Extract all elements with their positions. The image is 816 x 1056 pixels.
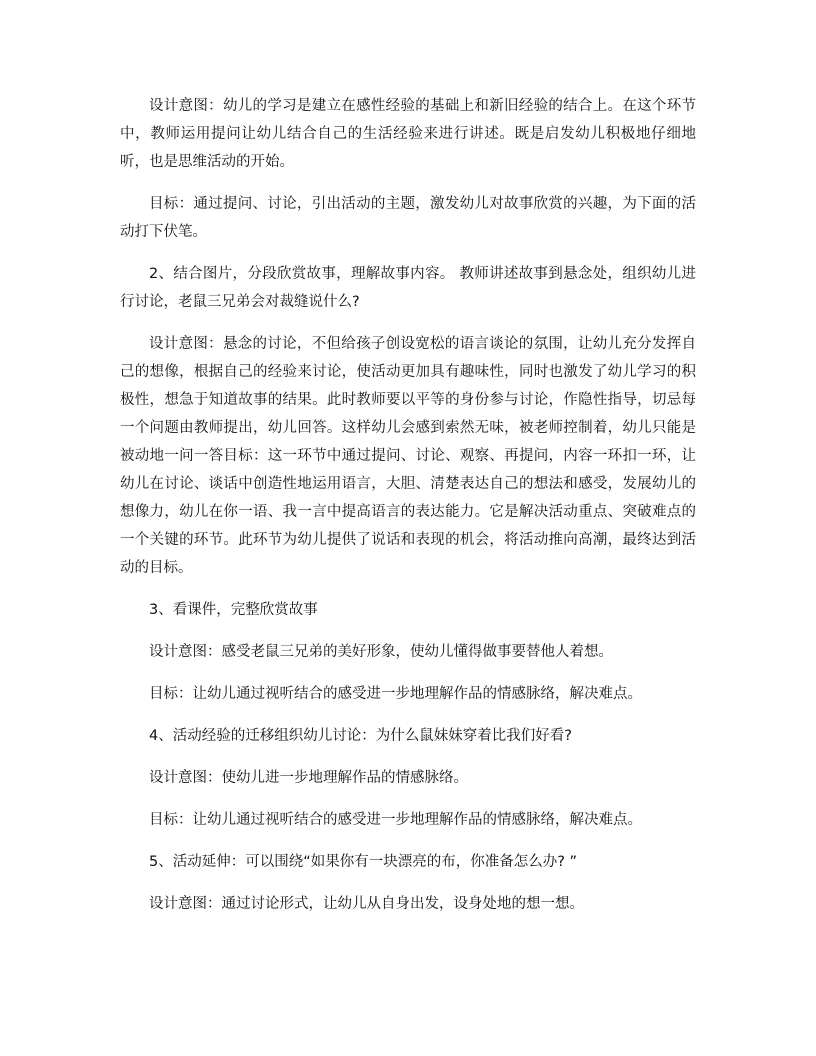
- paragraph-design-intent-3: 设计意图：感受老鼠三兄弟的美好形象，使幼儿懂得做事要替他人着想。: [149, 644, 613, 660]
- paragraph-step-5: 5、活动延伸：可以围绕“如果你有一块漂亮的布，你准备怎么办? ”: [149, 854, 578, 870]
- paragraph-step-3: 3、看课件，完整欣赏故事: [149, 602, 318, 618]
- document-body: [120, 92, 696, 932]
- paragraph-design-intent-2: 设计意图：悬念的讨论，不但给孩子创设宽松的语言谈论的氛围，让幼儿充分发挥自己的想像，根据自己的经验来讨论，使活动更加具有趣味性，同时也激发了幼儿学习的积极性，想急于知道故事的结果。此时教师要以平等的身份参与讨论，作隐性指导，切忌每一个问题由教师提出，幼儿回答。这样幼儿会感到索然无味，被老师控制着，幼儿只能是被动地一问一答目标：这一环节中通过提问、讨论、观察、再提问，内容一环扣一环，让幼儿在讨论、谈话中创造性地运用语言，大胆、清楚表达自己的想法和感受，发展幼儿的想像力，幼儿在你一语、我一言中提高语言的表达能力。它是解决活动重点、突破难点的一个关键的环节。此环节为幼儿提供了说话和表现的机会，将活动推向高潮，最终达到活动的目标。: [120, 336, 696, 576]
- paragraph-goal-3: 目标：让幼儿通过视听结合的感受进一步地理解作品的情感脉络，解决难点。: [149, 686, 642, 702]
- paragraph-design-intent-1: 设计意图：幼儿的学习是建立在感性经验的基础上和新旧经验的结合上。在这个环节中，教师运用提问让幼儿结合自己的生活经验来进行讲述。既是启发幼儿积极地仔细地听，也是思维活动的开始。: [120, 98, 696, 170]
- paragraph-design-intent-4: 设计意图：使幼儿进一步地理解作品的情感脉络。: [149, 770, 468, 786]
- paragraph-goal-1: 目标：通过提问、讨论，引出活动的主题，激发幼儿对故事欣赏的兴趣，为下面的活动打下伏笔。: [120, 196, 696, 240]
- paragraph-goal-4: 目标：让幼儿通过视听结合的感受进一步地理解作品的情感脉络，解决难点。: [149, 812, 642, 828]
- paragraph-step-2: 2、结合图片，分段欣赏故事，理解故事内容。 教师讲述故事到悬念处，组织幼儿进行讨论，老鼠三兄弟会对裁缝说什么?: [120, 266, 696, 310]
- paragraph-design-intent-5: 设计意图：通过讨论形式，让幼儿从自身出发，设身处地的想一想。: [149, 896, 584, 912]
- paragraph-step-4: 4、活动经验的迁移组织幼儿讨论：为什么鼠妹妹穿着比我们好看?: [149, 728, 572, 744]
